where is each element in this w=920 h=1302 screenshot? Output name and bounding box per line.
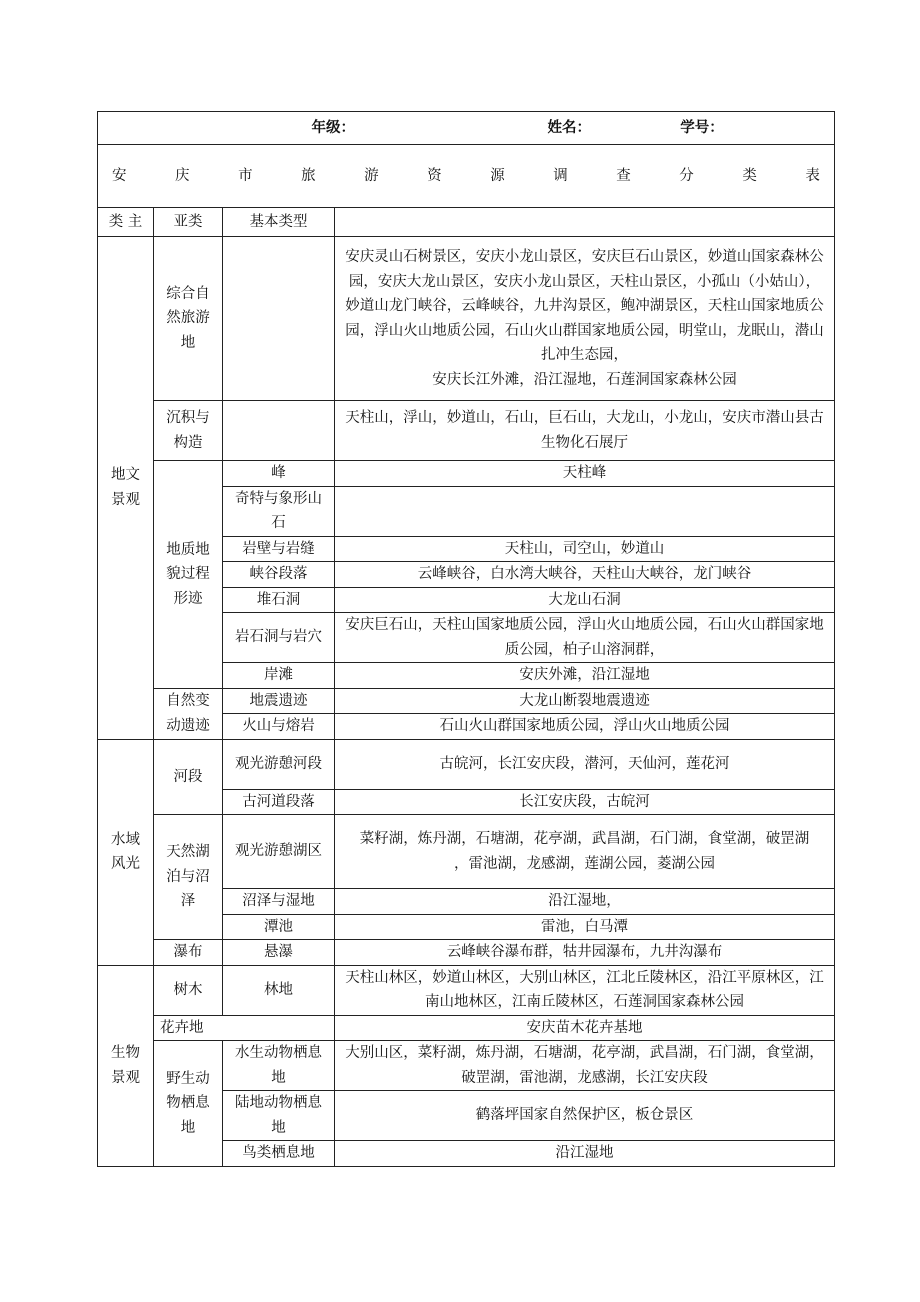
subcategory-cell: 野生动物栖息地: [154, 1041, 223, 1167]
basic-type-cell: [223, 401, 335, 461]
resource-line: 安庆长江外滩，沿江湿地，石莲洞国家森林公园: [432, 371, 737, 388]
resource-items-cell: 古皖河，长江安庆段，潜河，天仙河，莲花河: [335, 739, 835, 789]
table-row: [98, 401, 835, 461]
student-id-label: 学号：: [680, 119, 724, 136]
title-char: 分: [679, 167, 694, 184]
grade-label: 年级：: [311, 119, 355, 136]
title-char: 安: [112, 167, 127, 184]
major-category-bio: 生物景观: [98, 965, 154, 1166]
resource-items-cell: 天柱山林区，妙道山林区，大别山林区，江北丘陵林区，沿江平原林区，江南山地林区，江南丘陵林区，石莲洞国家森林公园: [335, 965, 835, 1015]
resource-line: 安庆灵山石树景区，安庆小龙山景区，安庆巨石山景区，妙道山国家森林公园，安庆大龙山景区，安庆小龙山景区，天柱山景区，小孤山（小姑山），: [345, 249, 824, 290]
resource-line: 妙道山龙门峡谷，云峰峡谷，九井沟景区，鲍冲湖景区，天柱山国家地质公园，浮山火山地质公园，石山火山群国家地质公园，明堂山，龙眠山，潜山扎冲生态园，: [345, 298, 824, 363]
major-category-water: 水域风光: [98, 739, 154, 965]
table-row: [98, 965, 835, 1015]
basic-type-cell: 峡谷段落: [223, 562, 335, 588]
table-row: [98, 1015, 835, 1041]
basic-type-cell: 林地: [223, 965, 335, 1015]
title-row: [98, 145, 835, 208]
resource-items-cell: 云峰峡谷瀑布群，牯井园瀑布，九井沟瀑布: [335, 940, 835, 966]
resource-items-cell: 安庆苗木花卉基地: [335, 1015, 835, 1041]
resource-items-cell: 云峰峡谷，白水湾大峡谷，天柱山大峡谷，龙门峡谷: [335, 562, 835, 588]
subcategory-cell: 瀑布: [154, 940, 223, 966]
basic-type-cell: 观光游憩湖区: [223, 815, 335, 889]
major-category-landform: 地文景观: [98, 237, 154, 740]
column-header-row: [98, 208, 835, 237]
basic-type-cell: 古河道段落: [223, 789, 335, 815]
col-header-basic: 基本类型: [223, 208, 335, 237]
col-header-sub: 亚类: [154, 208, 223, 237]
table-row: [98, 461, 835, 487]
resource-items-cell: 天柱峰: [335, 461, 835, 487]
table-row: [98, 739, 835, 789]
title-char: 源: [490, 167, 505, 184]
subcategory-cell: 自然变动遗迹: [154, 688, 223, 739]
page-title: [98, 145, 835, 208]
basic-type-cell: 悬瀑: [223, 940, 335, 966]
resource-survey-table: [97, 111, 835, 1167]
resource-items-cell: 长江安庆段，古皖河: [335, 789, 835, 815]
subcategory-cell: 天然湖泊与沼泽: [154, 815, 223, 940]
basic-type-cell: 火山与熔岩: [223, 714, 335, 740]
subcategory-cell: 综合自然旅游地: [154, 237, 223, 401]
resource-items-cell: 石山火山群国家地质公园，浮山火山地质公园: [335, 714, 835, 740]
basic-type-cell: 峰: [223, 461, 335, 487]
subcategory-cell: 沉积与构造: [154, 401, 223, 461]
resource-line: ，雷池湖，龙感湖，莲湖公园，菱湖公园: [454, 855, 715, 872]
table-row: [98, 237, 835, 401]
resource-items-cell: 安庆巨石山，天柱山国家地质公园，浮山火山地质公园，石山火山群国家地质公园，柏子山溶洞群，: [335, 613, 835, 663]
title-char: 表: [805, 167, 820, 184]
basic-type-cell: 沼泽与湿地: [223, 889, 335, 915]
basic-type-cell: 地震遗迹: [223, 688, 335, 714]
basic-type-cell: 观光游憩河段: [223, 739, 335, 789]
resource-items-cell: 沿江湿地: [335, 1141, 835, 1167]
table-row: [98, 1041, 835, 1091]
col-header-items: [335, 208, 835, 237]
title-char: 查: [616, 167, 631, 184]
title-char: 调: [553, 167, 568, 184]
resource-items-cell: 沿江湿地，: [335, 889, 835, 915]
title-char: 旅: [301, 167, 316, 184]
basic-type-cell: 潭池: [223, 914, 335, 940]
resource-items-cell: 雷池，白马潭: [335, 914, 835, 940]
resource-items-cell: 鹤落坪国家自然保护区，板仓景区: [335, 1091, 835, 1141]
title-char: 资: [427, 167, 442, 184]
title-char: 类: [742, 167, 757, 184]
table-row: [98, 815, 835, 889]
student-info-cell: [98, 112, 835, 145]
resource-items-cell: [335, 486, 835, 536]
basic-type-cell: 奇特与象形山石: [223, 486, 335, 536]
subcategory-cell: 树木: [154, 965, 223, 1015]
basic-type-cell: 岩壁与岩缝: [223, 536, 335, 562]
resource-items-cell: 大龙山石洞: [335, 587, 835, 613]
name-label: 姓名：: [547, 119, 591, 136]
basic-type-cell: 堆石洞: [223, 587, 335, 613]
subcategory-cell: 花卉地: [154, 1015, 335, 1041]
col-header-major: 类 主: [98, 208, 154, 237]
table-row: [98, 940, 835, 966]
basic-type-cell: 岸滩: [223, 663, 335, 689]
resource-items-cell: [335, 815, 835, 889]
basic-type-cell: 陆地动物栖息地: [223, 1091, 335, 1141]
resource-items-cell: [335, 237, 835, 401]
basic-type-cell: [223, 237, 335, 401]
resource-items-cell: 天柱山，司空山，妙道山: [335, 536, 835, 562]
title-char: 游: [364, 167, 379, 184]
resource-items-cell: 天柱山，浮山，妙道山，石山，巨石山，大龙山，小龙山，安庆市潜山县古生物化石展厅: [335, 401, 835, 461]
basic-type-cell: 水生动物栖息地: [223, 1041, 335, 1091]
title-char: 庆: [175, 167, 190, 184]
resource-line: 菜籽湖，炼丹湖，石塘湖，花亭湖，武昌湖，石门湖，食堂湖，破罡湖: [359, 831, 810, 847]
basic-type-cell: 岩石洞与岩穴: [223, 613, 335, 663]
resource-items-cell: 大别山区，菜籽湖，炼丹湖，石塘湖，花亭湖，武昌湖，石门湖，食堂湖，破罡湖，雷池湖，龙感湖，长江安庆段: [335, 1041, 835, 1091]
subcategory-cell: 地质地貌过程形迹: [154, 461, 223, 689]
resource-items-cell: 安庆外滩，沿江湿地: [335, 663, 835, 689]
title-char: 市: [238, 167, 253, 184]
resource-items-cell: 大龙山断裂地震遗迹: [335, 688, 835, 714]
subcategory-cell: 河段: [154, 739, 223, 815]
table-row: [98, 688, 835, 714]
basic-type-cell: 鸟类栖息地: [223, 1141, 335, 1167]
student-info-row: [98, 112, 835, 145]
